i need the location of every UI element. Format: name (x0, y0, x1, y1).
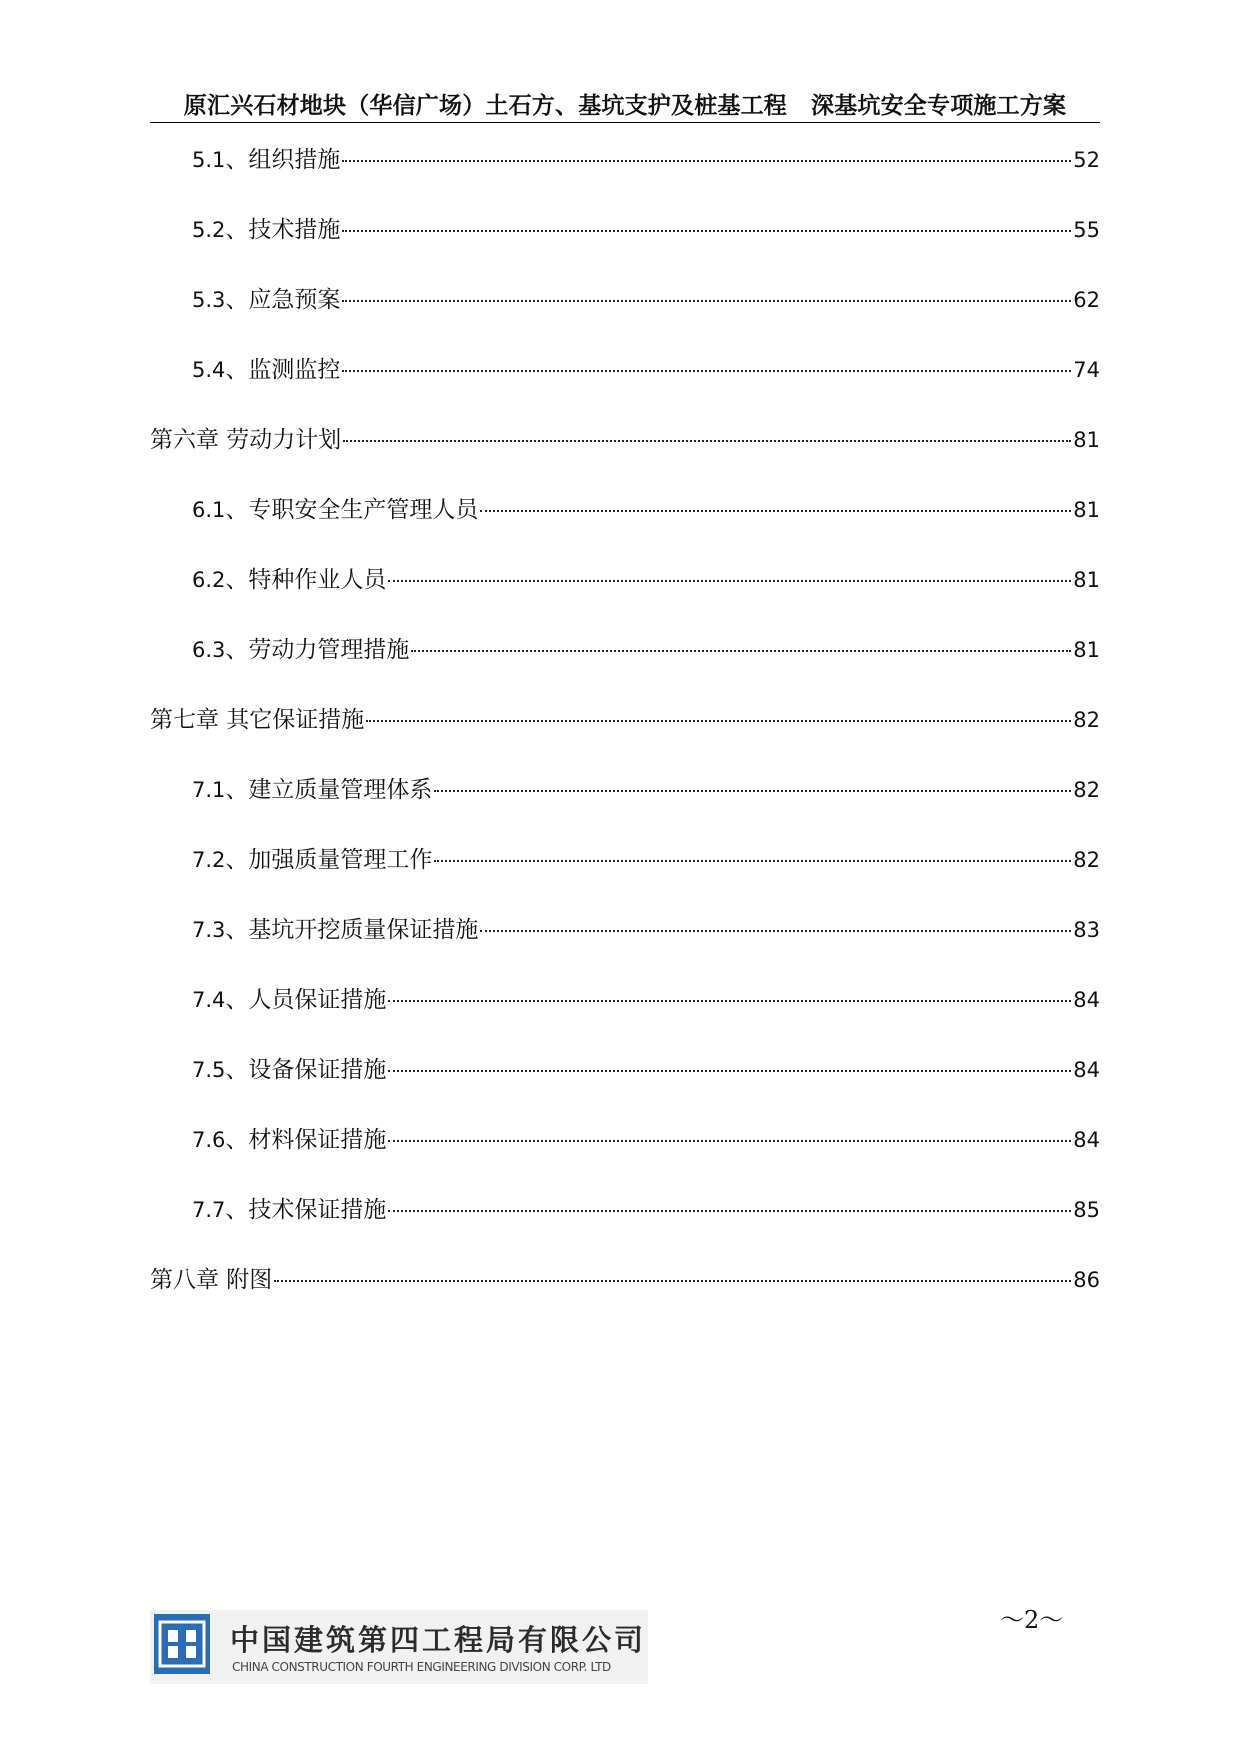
toc-entry-page: 82 (1073, 778, 1100, 802)
toc-entry-text: 第七章 其它保证措施 (150, 707, 365, 733)
toc-entry-title (192, 985, 386, 1015)
toc-entry-text: 第六章 劳动力计划 (150, 427, 342, 453)
toc-entry-text: 、监测监控 (225, 357, 341, 383)
toc-entry-title (150, 705, 364, 735)
toc-entry-text: 、专职安全生产管理人员 (225, 497, 479, 523)
dot-leader (366, 719, 1071, 722)
toc-entry-page: 83 (1073, 918, 1100, 942)
dot-leader (480, 929, 1071, 932)
toc-entry-text: 、人员保证措施 (225, 987, 387, 1013)
toc-entry-text: 、材料保证措施 (225, 1127, 387, 1153)
toc-entry-text: 、加强质量管理工作 (225, 847, 433, 873)
toc-entry-page: 81 (1073, 638, 1100, 662)
toc-entry-text: 、技术保证措施 (225, 1197, 387, 1223)
toc-entry-page: 74 (1073, 358, 1100, 382)
toc-entry-number: 6.1 (192, 498, 226, 522)
toc-entry[interactable] (150, 355, 1100, 425)
company-name-cn: 中国建筑第四工程局有限公司 (230, 1623, 647, 1657)
dot-leader (342, 299, 1071, 302)
dot-leader (434, 859, 1071, 862)
table-of-contents (150, 145, 1100, 1335)
toc-entry-title (192, 1125, 386, 1155)
dot-leader (388, 1069, 1071, 1072)
toc-entry[interactable] (150, 1195, 1100, 1265)
toc-entry-page: 81 (1073, 428, 1100, 452)
dot-leader (434, 789, 1071, 792)
toc-entry-title (192, 495, 478, 525)
toc-entry-number: 5.4 (192, 358, 226, 382)
toc-entry-number: 5.1 (192, 148, 226, 172)
toc-entry[interactable] (150, 915, 1100, 985)
toc-entry-number: 7.5 (192, 1058, 226, 1082)
toc-entry-number: 7.6 (192, 1128, 226, 1152)
toc-entry[interactable] (150, 215, 1100, 285)
toc-entry-number: 7.3 (192, 918, 226, 942)
toc-entry-text: 第八章 附图 (150, 1267, 273, 1293)
toc-entry-page: 62 (1073, 288, 1100, 312)
toc-entry-title (192, 285, 340, 315)
toc-entry[interactable] (150, 285, 1100, 355)
header-title-left: 原汇兴石材地块（华信广场）土石方、基坑支护及桩基工程 (183, 92, 787, 119)
toc-entry[interactable] (150, 495, 1100, 565)
toc-entry[interactable] (150, 845, 1100, 915)
toc-entry[interactable] (150, 635, 1100, 705)
page-number: ～2～ (1000, 1606, 1064, 1634)
dot-leader (388, 1139, 1071, 1142)
dot-leader (342, 229, 1071, 232)
toc-entry-number: 6.2 (192, 568, 226, 592)
toc-entry[interactable] (150, 1125, 1100, 1195)
company-name-en: CHINA CONSTRUCTION FOURTH ENGINEERING DIVISION CORP. LTD (232, 1660, 611, 1674)
toc-entry-title (192, 845, 432, 875)
toc-entry-page: 55 (1073, 218, 1100, 242)
toc-entry-page: 81 (1073, 568, 1100, 592)
toc-entry-number: 6.3 (192, 638, 226, 662)
dot-leader (480, 509, 1071, 512)
dot-leader (388, 1209, 1071, 1212)
company-logo (150, 1610, 648, 1684)
toc-entry-page: 85 (1073, 1198, 1100, 1222)
toc-entry-title (192, 635, 409, 665)
toc-entry-page: 84 (1073, 1128, 1100, 1152)
toc-entry[interactable] (150, 705, 1100, 775)
toc-entry-page: 81 (1073, 498, 1100, 522)
toc-entry-page: 84 (1073, 988, 1100, 1012)
toc-entry-text: 、组织措施 (225, 147, 341, 173)
toc-entry-text: 、基坑开挖质量保证措施 (225, 917, 479, 943)
toc-entry-title (192, 355, 340, 385)
toc-entry-number: 5.3 (192, 288, 226, 312)
dot-leader (343, 439, 1071, 442)
dot-leader (388, 999, 1071, 1002)
toc-entry-title (192, 1195, 386, 1225)
toc-entry-title (192, 215, 340, 245)
toc-entry-page: 82 (1073, 848, 1100, 872)
toc-entry-number: 7.4 (192, 988, 226, 1012)
header-title-right: 深基坑安全专项施工方案 (811, 92, 1067, 119)
toc-entry-page: 82 (1073, 708, 1100, 732)
cscec-logo-icon (154, 1614, 210, 1674)
toc-entry-text: 、建立质量管理体系 (225, 777, 433, 803)
toc-entry[interactable] (150, 985, 1100, 1055)
page-header (150, 92, 1100, 123)
toc-entry-page: 52 (1073, 148, 1100, 172)
toc-entry-text: 、技术措施 (225, 217, 341, 243)
dot-leader (411, 649, 1071, 652)
toc-entry-title (192, 565, 386, 595)
toc-entry-text: 、特种作业人员 (225, 567, 387, 593)
toc-entry-page: 84 (1073, 1058, 1100, 1082)
toc-entry-title (150, 425, 341, 455)
toc-entry[interactable] (150, 1265, 1100, 1335)
toc-entry-title (192, 1055, 386, 1085)
toc-entry-number: 7.1 (192, 778, 226, 802)
dot-leader (388, 579, 1071, 582)
toc-entry[interactable] (150, 775, 1100, 845)
toc-entry-number: 5.2 (192, 218, 226, 242)
toc-entry-text: 、设备保证措施 (225, 1057, 387, 1083)
toc-entry[interactable] (150, 145, 1100, 215)
dot-leader (274, 1279, 1071, 1282)
toc-entry-page: 86 (1073, 1268, 1100, 1292)
toc-entry-title (150, 1265, 272, 1295)
toc-entry[interactable] (150, 425, 1100, 495)
toc-entry[interactable] (150, 565, 1100, 635)
dot-leader (342, 369, 1071, 372)
toc-entry-number: 7.2 (192, 848, 226, 872)
toc-entry-text: 、应急预案 (225, 287, 341, 313)
toc-entry[interactable] (150, 1055, 1100, 1125)
toc-entry-text: 、劳动力管理措施 (225, 637, 410, 663)
toc-entry-number: 7.7 (192, 1198, 226, 1222)
dot-leader (342, 159, 1071, 162)
toc-entry-title (192, 775, 432, 805)
toc-entry-title (192, 915, 478, 945)
toc-entry-title (192, 145, 340, 175)
